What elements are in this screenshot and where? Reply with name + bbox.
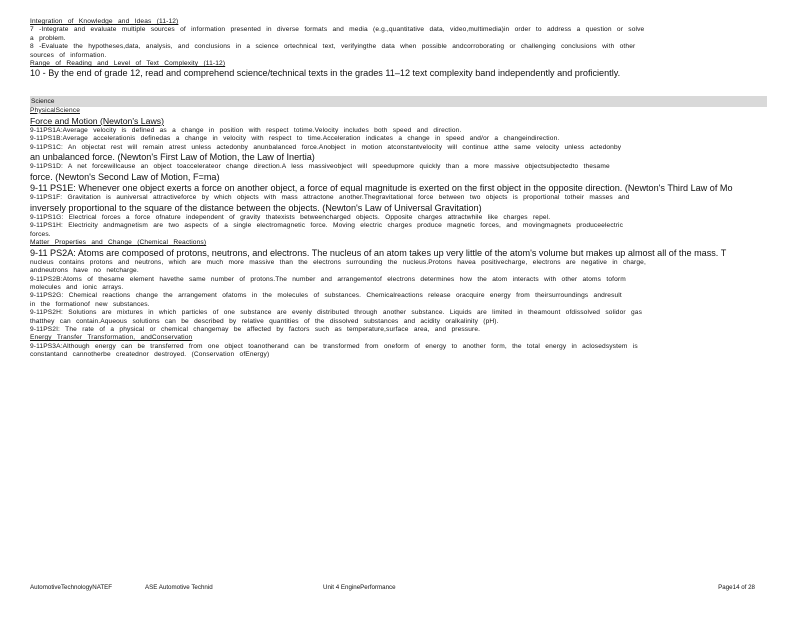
ps2h: 9-11PS2H: Solutions are mixtures in which particles of one substance are evenly distributed through another substance. Liquids are limited in theamount ofdissolved solidor gas [30,309,643,317]
ps2b-cont: molecules and ionic arrays. [30,283,124,291]
integration-heading: Integration of Knowledge and Ideas (11-12) [30,18,179,25]
footer-page-number: Page14 of 28 [718,584,755,591]
ps1h: 9-11PS1H: Electricity andmagnetism are two aspects of a single electromagnetic force. Moving electric charges produce magnetic forces, and movingmagnets produceelectric [30,222,624,230]
ps1d-cont: force. (Newton's Second Law of Motion, F=ma) [30,171,220,182]
ps1e: 9-11 PS1E: Whenever one object exerts a force on another object, a force of equal magnitude is exerted on the first object in the opposite direction. (Newton's Third Law of Mo [30,183,733,194]
ps1f-cont: inversely proportional to the square of the distance between the objects. (Newton's Law of Universal Gravitation) [30,202,482,213]
force-motion-heading: Force and Motion (Newton's Laws) [30,116,164,127]
ps2g: 9-11PS2G: Chemical reactions change the arrangement ofatoms in the molecules of substances. Chemicalreactions release oracquire energy from theirsurroundings andresult [30,292,622,300]
science-band: Science [30,96,767,107]
page-footer [30,583,755,593]
ps2b: 9-11PS2B:Atoms of thesame element havethe same number of protons.The number and arrangementof electrons determines how the atom interacts with other atoms toform [30,275,626,283]
ps1b: 9-11PS1B:Average accelerationis definedas a change in velocity with respect to time.Acceleration indicates a change in speed and/or a changeindirection. [30,135,560,143]
range-heading: Range of Reading and Level of Text Complexity (11-12) [30,60,226,68]
ps2a-cont: nucleus contains protons and neutrons, which are much more massive than the electrons surrounding the nucleus.Protons havea positivecharge, electrons are negative in charge, [30,258,646,266]
physical-science-heading: PhysicalScience [30,106,80,114]
ps1g: 9-11PS1G: Electrical forces a force ofnature independent of gravity thatexists betweencharged objects. Opposite charges attractwhile like charges repel. [30,213,551,221]
footer-course: AutomotiveTechnologyNATEF [30,584,113,591]
ps2i: 9-11PS2I: The rate of a physical or chemical changemay be affected by factors such as temperature,surface area, and pressure. [30,325,481,333]
ps2a-cont2: andneutrons have no netcharge. [30,267,139,275]
ps2a: 9-11 PS2A: Atoms are composed of protons, neutrons, and electrons. The nucleus of an atom takes up very little of the atom's volume but makes up almost all of the mass. T [30,247,727,258]
ps1a: 9-11PS1A:Average velocity is defined as a change in position with respect totime.Velocity includes both speed and direction. [30,127,462,135]
standard-8-cont: sources of information. [30,51,107,59]
standard-7: 7 -Integrate and evaluate multiple sources of information presented in diverse formats and media (e.g.,quantitative data, video,multimedia)in order to address a question or solve [30,26,645,34]
energy-heading: Energy Transfer Transformation, andConservation [30,334,193,342]
ps2g-cont: in the formationof new substances. [30,300,150,308]
ps3a-cont: constantand cannotherbe creatednor destroyed. (Conservation ofEnergy) [30,351,270,359]
ps1c: 9-11PS1C: An objectat rest will remain atrest unless actedonby anunbalanced force.Anobject in motion atconstantvelocity will continue atthe same velocity unless actedonby [30,143,622,151]
ps1h-cont: forces. [30,230,51,238]
standard-8: 8 -Evaluate the hypotheses,data, analysis, and conclusions in a science ortechnical text, verifyingthe data when possible andcorroborating or challenging conclusions with other [30,43,636,51]
ps3a: 9-11PS3A:Although energy can be transferred from one object toanotherand can be transformed from oneform of energy to another form, the total energy in aclosedsystem is [30,342,638,350]
matter-heading: Matter Properties and Change (Chemical Reactions) [30,239,207,247]
ps1f: 9-11PS1F: Gravitation is auniversal attractiveforce by which objects with mass attractone another.Thegravitational force between two objects is proportional totheir masses and [30,194,630,202]
ps2h-cont: thatthey can contain.Aqueous solutions can be described by relative quantities of the dissolved substances and acidity oralkalinity (pH). [30,317,499,325]
standard-10: 10 - By the end of grade 12, read and comprehend science/technical texts in the grades 11–12 text complexity band independently and proficiently. [30,68,621,79]
ps1d: 9-11PS1D: A net forcewillcause an object toaccelerateor change direction.A less massiveobject will speedupmore quickly than a more massive objectsubjectedto thesame [30,163,610,171]
footer-unit: Unit 4 EnginePerformance [323,584,396,591]
footer-ase: ASE Automotive Technid [145,584,213,591]
standard-7-cont: a problem. [30,34,66,42]
document-page [30,18,767,360]
ps1c-cont: an unbalanced force. (Newton's First Law of Motion, the Law of Inertia) [30,152,315,163]
